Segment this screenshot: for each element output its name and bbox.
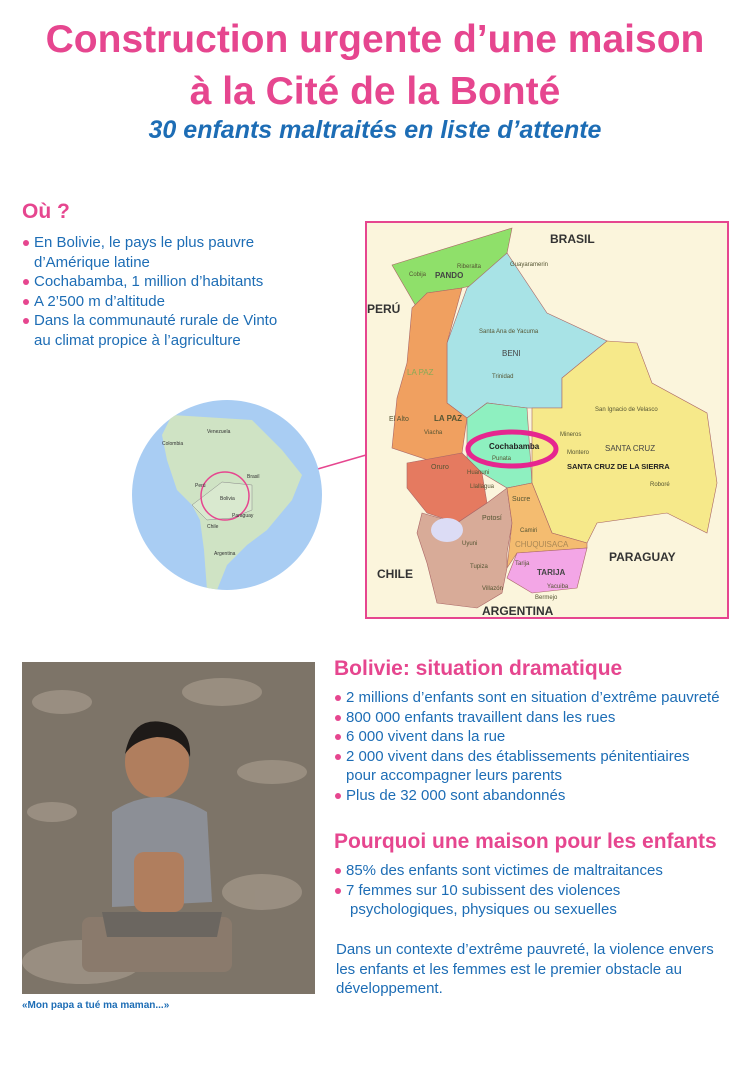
map-label: Sucre [512,496,531,503]
list-item: En Bolivie, le pays le plus pauvre [22,233,277,253]
map-label: Santa Ana de Yacuma [479,329,539,335]
map-label: LA PAZ [434,414,462,423]
map-label: Trinidad [492,374,514,380]
globe-label: Bolivia [220,496,235,502]
map-label: Oruro [431,464,449,471]
globe-label: Brasil [247,474,260,480]
map-label: Llallagua [470,484,495,490]
map-label: Cochabamba [489,442,540,451]
map-label: Uyuni [462,541,478,547]
list-item: au climat propice à l’agriculture [34,331,241,349]
list-item: 85% des enfants sont victimes de maltraitances [334,861,663,881]
list-item: pour accompagner leurs parents [346,767,562,784]
map-label: San Ignacio de Velasco [595,407,658,413]
map-label: Riberalta [457,264,482,270]
map-label: Viacha [424,430,443,436]
map-label: Huanuni [467,470,490,476]
list-item: d’Amérique latine [34,253,150,271]
list-item: 6 000 vivent dans la rue [334,727,720,747]
situation-list [334,688,720,805]
why-heading: Pourquoi une maison pour les enfants [334,830,717,853]
list-item: 800 000 enfants travaillent dans les rues [334,708,720,728]
map-label: Punata [492,456,512,462]
child-photo [22,662,315,994]
map-label: ARGENTINA [482,604,554,618]
map-label: Roboré [650,482,670,488]
title-line-2: à la Cité de la Bonté [189,70,561,113]
map-label: Yacuiba [547,584,569,590]
list-item: Dans la communauté rurale de Vinto [22,311,277,331]
subtitle: 30 enfants maltraités en liste d’attente [148,116,602,144]
globe-label: Colombia [162,441,184,447]
list-item: Cochabamba, 1 million d’habitants [22,272,277,292]
globe-label: Perú [195,483,206,489]
list-item: psychologiques, physiques ou sexuelles [350,901,617,918]
map-label: PANDO [435,271,464,280]
list-item: A 2’500 m d’altitude [22,292,277,312]
map-label: SANTA CRUZ [605,444,656,453]
map-label: Montero [567,450,590,456]
list-item: 2 000 vivent dans des établissements pénitentiaires [334,747,720,767]
map-label: LA PAZ [407,368,434,377]
map-label: CHUQUISACA [515,540,569,549]
why-list [334,861,663,920]
map-label: Camiri [520,528,538,534]
map-label: BRASIL [550,232,595,246]
globe-label: Argentina [214,551,236,557]
photo-caption: «Mon papa a tué ma maman...» [22,1000,170,1011]
globe-label: Paraguay [232,513,254,519]
title-line-1: Construction urgente d’une maison [45,18,705,61]
map-label: Cobija [409,272,427,278]
conclusion-paragraph: Dans un contexte d’extrême pauvreté, la violence envers les enfants et les femmes est le premier obstacle au développement. [336,941,714,997]
map-label: Tupiza [470,564,488,570]
list-item: 7 femmes sur 10 subissent des violences [334,881,663,901]
map-label: PERÚ [367,302,401,316]
situation-heading: Bolivie: situation dramatique [334,657,623,680]
list-item: Plus de 32 000 sont abandonnés [334,786,720,806]
list-item: 2 millions d’enfants sont en situation d’extrême pauvreté [334,688,720,708]
map-label: PARAGUAY [609,550,676,564]
map-label: Villazón [482,586,503,592]
map-label: Mineros [560,432,582,438]
map-label: SANTA CRUZ DE LA SIERRA [567,462,670,471]
map-label: TARIJA [537,568,566,577]
map-label: CHILE [377,567,413,581]
globe-map [132,400,322,590]
where-heading: Où ? [22,200,70,223]
map-label: Potosí [482,515,502,522]
bolivia-map [365,221,729,619]
map-label: Bermejo [535,595,558,601]
map-label: BENI [502,349,521,358]
globe-label: Venezuela [207,429,231,435]
map-label: Tarija [515,561,530,567]
map-label: Guayaramerin [510,262,549,268]
map-label: El Alto [389,416,409,423]
globe-label: Chile [207,524,219,530]
